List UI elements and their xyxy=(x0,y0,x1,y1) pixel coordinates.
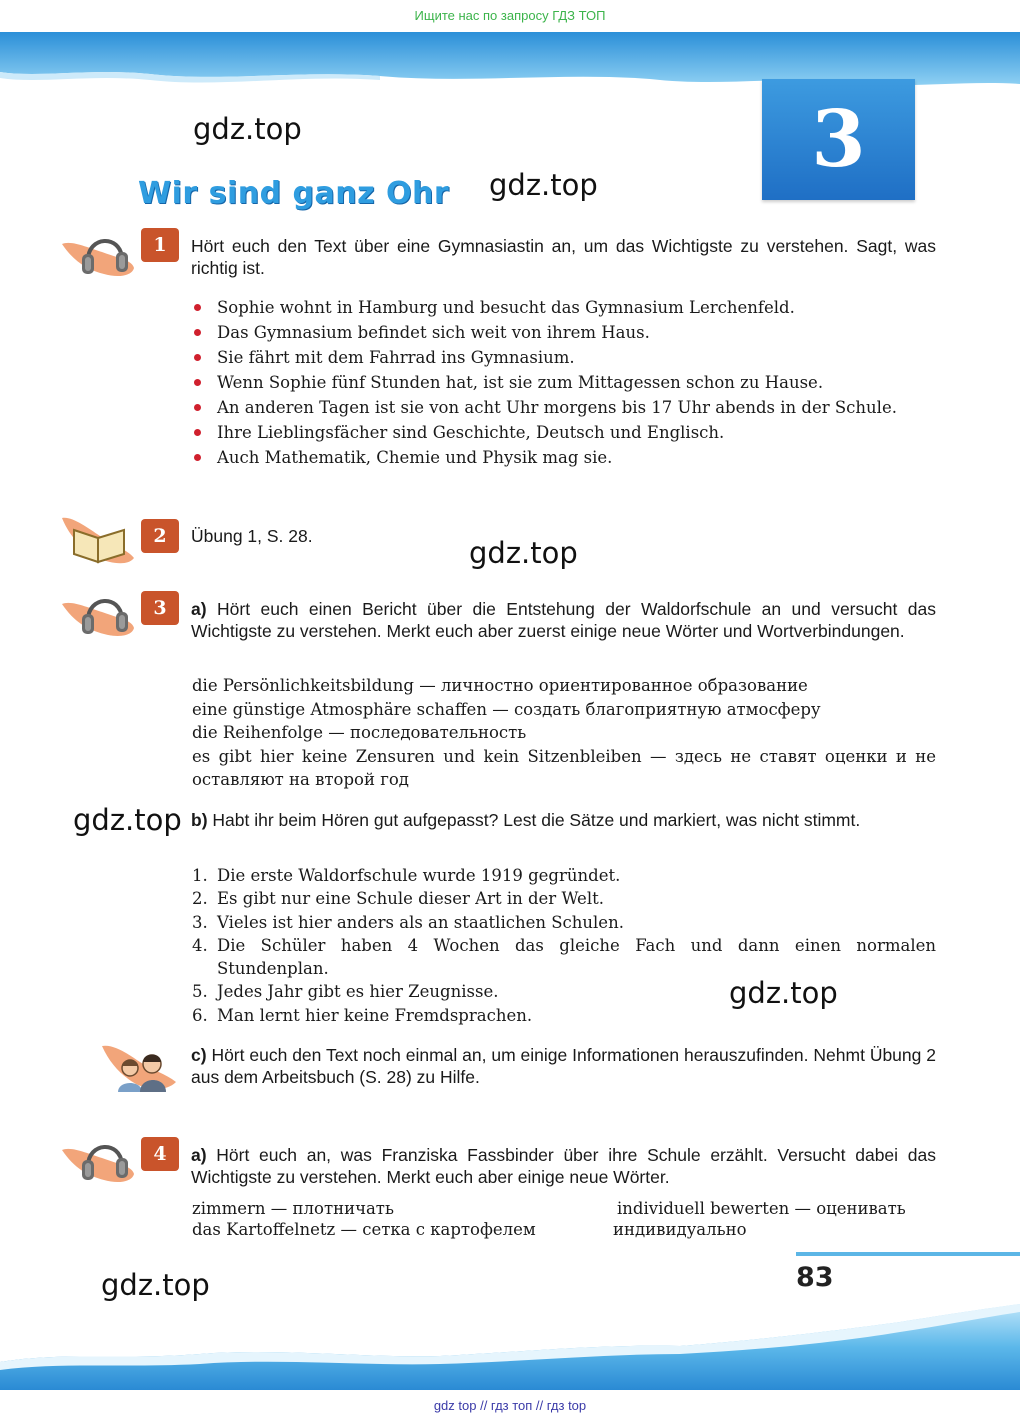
item-number: 3. xyxy=(192,912,208,932)
watermark: gdz.top xyxy=(73,803,182,837)
list-item xyxy=(192,887,936,910)
headphones-icon xyxy=(58,582,138,642)
list-item: Das Gymnasium befindet sich weit von ihrem Haus. xyxy=(192,320,936,345)
subtask-label: a) xyxy=(191,599,207,619)
watermark: gdz.top xyxy=(193,112,302,146)
watermark: gdz.top xyxy=(101,1268,210,1302)
list-item: Sophie wohnt in Hamburg und besucht das Gymnasium Lerchenfeld. xyxy=(192,295,936,320)
task-1-statement-list xyxy=(192,295,936,470)
task-1-instruction: Hört euch den Text über eine Gymnasiastin an, um das Wichtigste zu verstehen. Sagt, was richtig ist. xyxy=(191,236,936,278)
unit-number-box: 3 xyxy=(762,79,915,200)
task-4-vocabulary-right xyxy=(613,1198,943,1240)
page-title: Wir sind ganz Ohr xyxy=(138,176,450,211)
vocab-item: zimmern — плотничать xyxy=(192,1199,394,1218)
list-item xyxy=(192,934,936,981)
item-number: 4. xyxy=(192,935,208,955)
watermark: gdz.top xyxy=(489,168,598,202)
list-item xyxy=(192,911,936,934)
list-item: Auch Mathematik, Chemie und Physik mag sie. xyxy=(192,445,936,470)
item-text: Man lernt hier keine Fremdsprachen. xyxy=(217,1005,533,1025)
item-number: 1. xyxy=(192,866,208,885)
item-text: Die erste Waldorfschule wurde 1919 gegründet. xyxy=(217,866,621,885)
watermark: gdz.top xyxy=(469,536,578,570)
vocab-item: eine günstige Atmosphäre schaffen — создать благоприятную атмосферу xyxy=(192,699,821,719)
task-4-vocabulary-left xyxy=(192,1198,602,1240)
vocab-item: das Kartoffelnetz — сетка с картофелем xyxy=(192,1220,536,1239)
task-number-badge: 1 xyxy=(141,228,179,262)
subtask-text: Habt ihr beim Hören gut aufgepasst? Lest die Sätze und markiert, was nicht stimmt. xyxy=(212,810,861,830)
item-text: Vieles ist hier anders als an staatlichen Schulen. xyxy=(217,912,624,932)
task-3a-instruction xyxy=(191,598,936,642)
task-number-badge: 3 xyxy=(141,591,179,625)
vocab-item: es gibt hier keine Zensuren und kein Sitzenbleiben — здесь не ставят оценки и не оставляют на второй год xyxy=(192,746,936,789)
task-3b-instruction xyxy=(191,809,936,831)
top-note: Ищите нас по запросу ГДЗ ТОП xyxy=(414,8,606,23)
list-item: Ihre Lieblingsfächer sind Geschichte, Deutsch und Englisch. xyxy=(192,420,936,445)
item-number: 2. xyxy=(192,889,208,909)
list-item: An anderen Tagen ist sie von acht Uhr morgens bis 17 Uhr abends in der Schule. xyxy=(192,395,936,420)
list-item: Sie fährt mit dem Fahrrad ins Gymnasium. xyxy=(192,345,936,370)
group-work-icon xyxy=(100,1038,182,1094)
page-number: 83 xyxy=(796,1262,834,1293)
item-number: 5. xyxy=(192,982,208,1002)
vocab-item: индивидуально xyxy=(613,1220,747,1239)
vocab-item: individuell bewerten — оценивать xyxy=(617,1199,906,1218)
vocab-item: die Persönlichkeitsbildung — личностно ориентированное образование xyxy=(192,676,808,695)
item-text: Jedes Jahr gibt es hier Zeugnisse. xyxy=(217,982,499,1002)
task-3-vocabulary xyxy=(192,674,936,792)
subtask-label: b) xyxy=(191,810,208,830)
task-2-instruction: Übung 1, S. 28. xyxy=(191,526,313,546)
task-number-badge: 2 xyxy=(141,519,179,553)
headphones-icon xyxy=(58,1128,138,1188)
page-number-rule xyxy=(796,1252,1020,1256)
item-number: 6. xyxy=(192,1005,208,1025)
vocab-item: die Reihenfolge — последовательность xyxy=(192,723,527,742)
item-text: Die Schüler haben 4 Wochen das gleiche Fach und dann einen normalen Stundenplan. xyxy=(217,935,936,979)
task-4a-instruction xyxy=(191,1144,936,1188)
bottom-note: gdz top // гдз топ // гдз top xyxy=(433,1398,587,1413)
subtask-text: Hört euch an, was Franziska Fassbinder über ihre Schule erzählt. Versucht dabei das Wichtigste zu verstehen. Merkt euch aber einige neue Wörter. xyxy=(191,1145,936,1187)
task-3c-instruction xyxy=(191,1044,936,1088)
list-item xyxy=(192,864,936,887)
list-item: Wenn Sophie fünf Stunden hat, ist sie zum Mittagessen schon zu Hause. xyxy=(192,370,936,395)
item-text: Es gibt nur eine Schule dieser Art in der Welt. xyxy=(217,889,604,909)
watermark: gdz.top xyxy=(729,976,838,1010)
subtask-label: a) xyxy=(191,1145,207,1165)
task-number-badge: 4 xyxy=(141,1137,179,1171)
headphones-icon xyxy=(58,222,138,282)
book-icon xyxy=(58,510,138,570)
subtask-text: Hört euch den Text noch einmal an, um einige Informationen herauszufinden. Nehmt Übung 2 aus dem Arbeitsbuch (S. 28) zu Hilfe. xyxy=(191,1045,936,1087)
subtask-label: c) xyxy=(191,1045,207,1065)
subtask-text: Hört euch einen Bericht über die Entstehung der Waldorfschule an und versucht das Wichtigste zu verstehen. Merkt euch aber zuerst einige neue Wörter und Wortverbindungen. xyxy=(191,599,936,641)
footer-banner xyxy=(0,1300,1020,1396)
